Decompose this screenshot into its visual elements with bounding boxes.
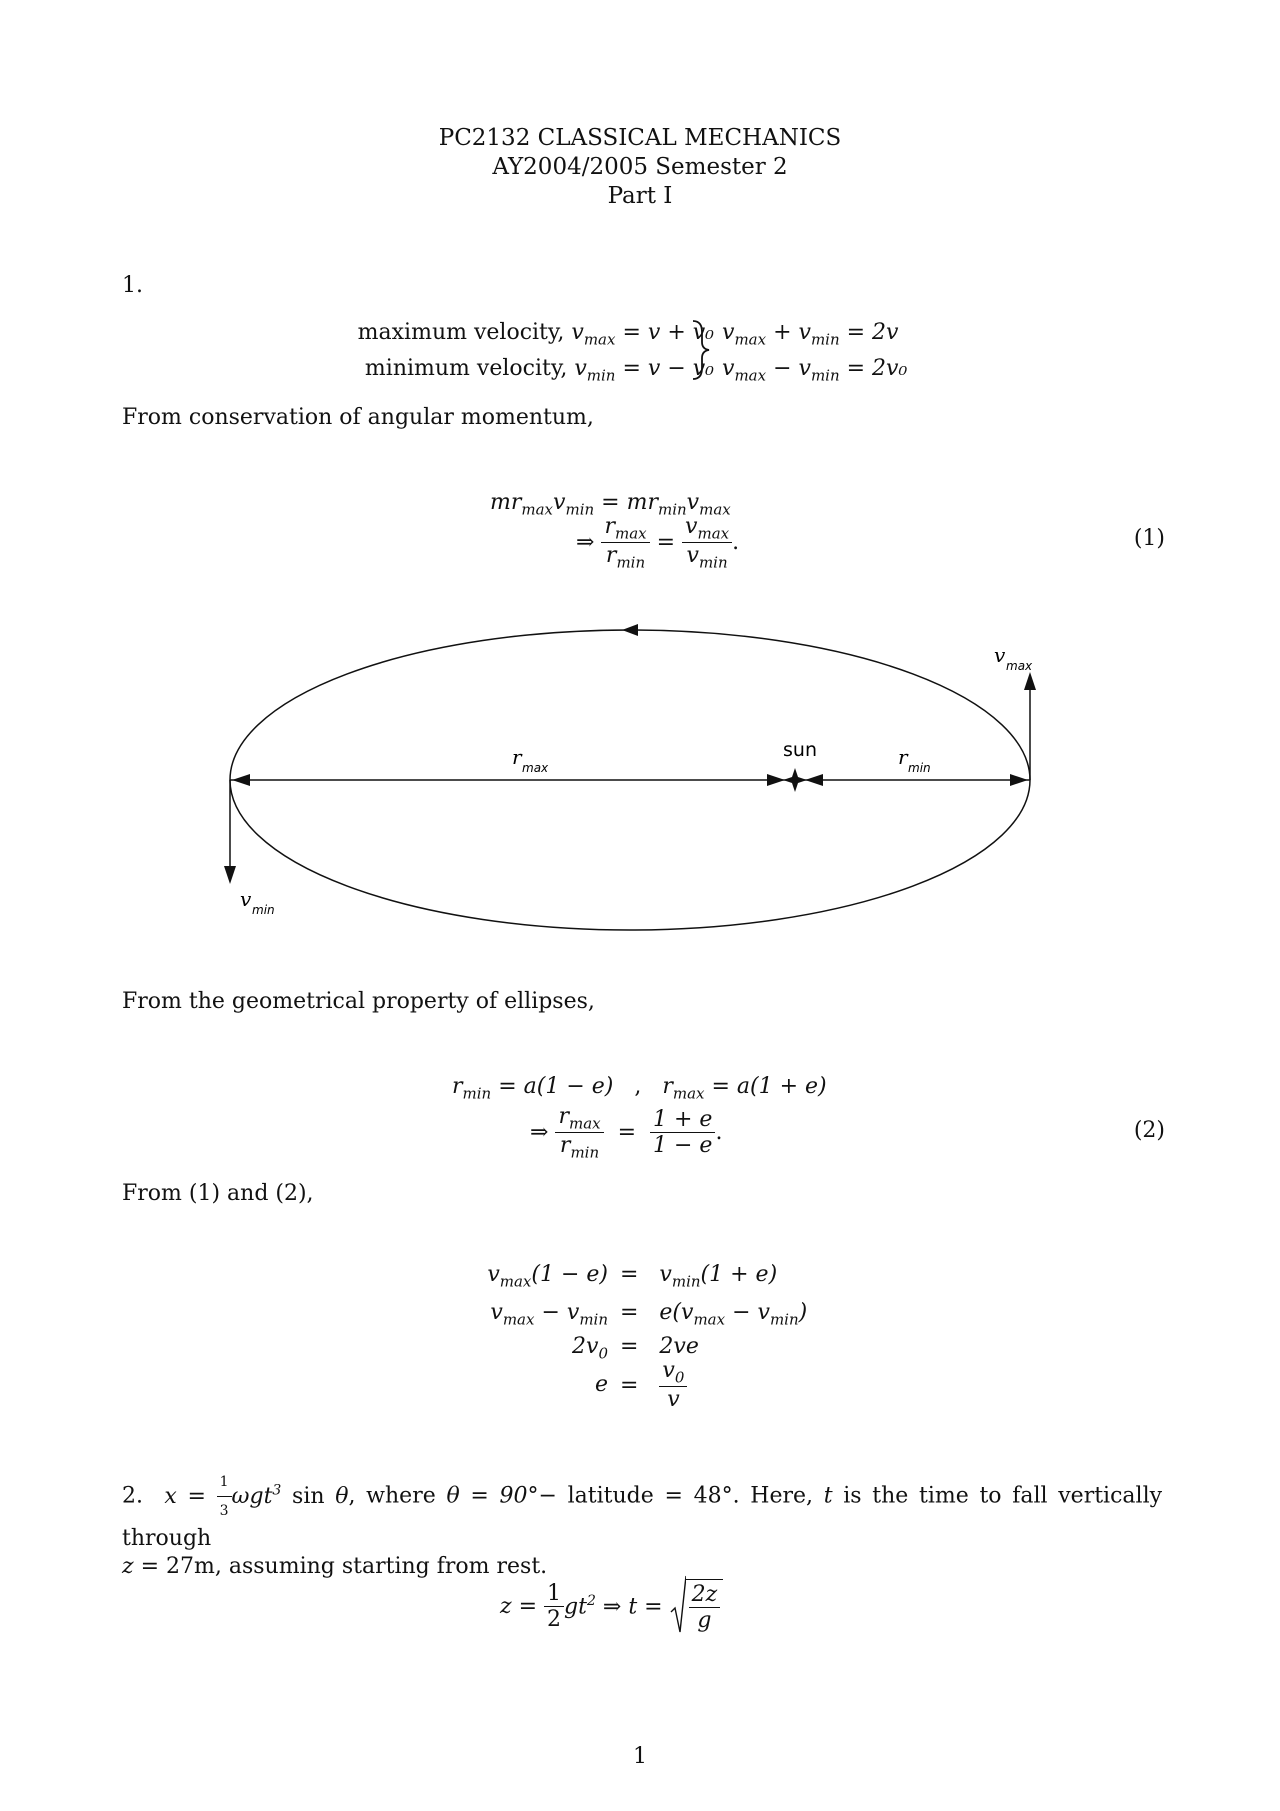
page-number: 1 [633,1744,647,1769]
vmax-arrowhead [1024,672,1036,690]
min-velocity-eq: = v − v₀ [622,356,714,382]
equation-1-label: (1) [1133,526,1165,551]
derivation-eq-1: = $v_{min}(1 + e)$ [620,1262,778,1291]
sun-label: sun [783,739,817,761]
rmin-left-arrow [805,774,823,786]
angular-momentum-text: From conservation of angular momentum, [122,405,594,430]
derivation-eq-3: = 2ve [620,1334,699,1359]
derivation-lhs-4: e [594,1372,608,1397]
vmin-arrowhead [224,866,236,884]
derivation-eq-2: = $e(v_{max} - v_{min})$ [620,1300,808,1329]
rmax-left-arrow [232,774,250,786]
derivation-lhs-2: $v_{max} - v_{min}$ [490,1300,608,1329]
q2-text-b: latitude = 48°. Here, [567,1483,814,1509]
orbit-direction-arrow [622,624,638,636]
min-velocity-label: minimum velocity, [364,356,568,382]
q2-text-c: is the time to fall vertically through [122,1483,1163,1551]
max-velocity-label: maximum velocity, [357,320,565,345]
rmax-right-arrow [767,774,785,786]
right-brace-icon [688,318,714,382]
derivation-lhs-3: $2v_0$ [572,1334,608,1363]
combine-text: From (1) and (2), [122,1181,314,1206]
angular-eq-line1: $mr_{max}v_{min} = mr_{min}v_{max}$ [490,490,731,519]
angular-eq-line2: ⇒ $\frac{r_{max}}{r_{min}}$ = $\frac{v_{max}}{v_{min}}$ . [576,514,740,572]
equation-2-label: (2) [1133,1118,1165,1143]
velocity-definitions: maximum velocity, $v_{max} = v + v_0$ minimum velocity, $v_{min} = v - v_0$ [357,320,714,385]
question-1-number: 1. [122,273,143,298]
fall-time-equation: z = $\frac{1}{2}$ $gt^2$ ⇒ t = $\frac{2z}{g}$ [500,1574,723,1638]
derivation-lhs-1: $v_{max}(1 - e)$ [487,1262,608,1291]
vmax-label: v [994,643,1006,667]
vmin-sub: min [252,903,275,917]
q2-text-d: = 27m, assuming starting from rest. [140,1554,548,1579]
velocity-relations: $v_{max} + v_{min} = 2v$ $v_{max} - v_{min} = 2v_0$ [722,320,908,385]
diff-eq: = 2v₀ [846,356,908,382]
vmax-sub: max [1006,659,1033,673]
question-2-number: 2. [122,1483,143,1509]
orbit-diagram [200,600,1100,940]
rmin-right-arrow [1010,774,1028,786]
course-title: PC2132 CLASSICAL MECHANICS [438,125,842,151]
question-2-paragraph: 2. x = $\frac{1}{3}$ ωgt$^3$ sin θ, where θ = 90°− latitude = 48°. Here, t is the time to fall vertically through z = 27m, assuming starting from rest. [122,1468,1162,1581]
q2-text-a: , where [348,1483,436,1509]
rmax-label: r [512,745,522,769]
rmax-sub: max [522,761,549,775]
part-line: Part I [607,183,673,209]
sum-eq: = 2v [846,320,899,345]
rmin-sub: min [908,761,931,775]
ellipse-eq-line2: ⇒ $\frac{r_{max}}{r_{min}}$ = $\frac{1 + e}{1 - e}$ . [530,1104,723,1162]
sun-star-icon [783,768,807,792]
ellipse-eq-line1: $r_{min} = a(1 - e)$ , $r_{max} = a(1 + e)$ [452,1074,827,1103]
sqrt-sign-icon [670,1574,686,1638]
vmin-label: v [240,887,252,911]
derivation-eq-4: = $\frac{v_0}{v}$ [620,1358,687,1412]
max-velocity-eq: = v + v₀ [622,320,714,345]
term-line: AY2004/2005 Semester 2 [492,154,788,180]
rmin-label: r [898,745,908,769]
geometry-text: From the geometrical property of ellipses, [122,989,595,1014]
